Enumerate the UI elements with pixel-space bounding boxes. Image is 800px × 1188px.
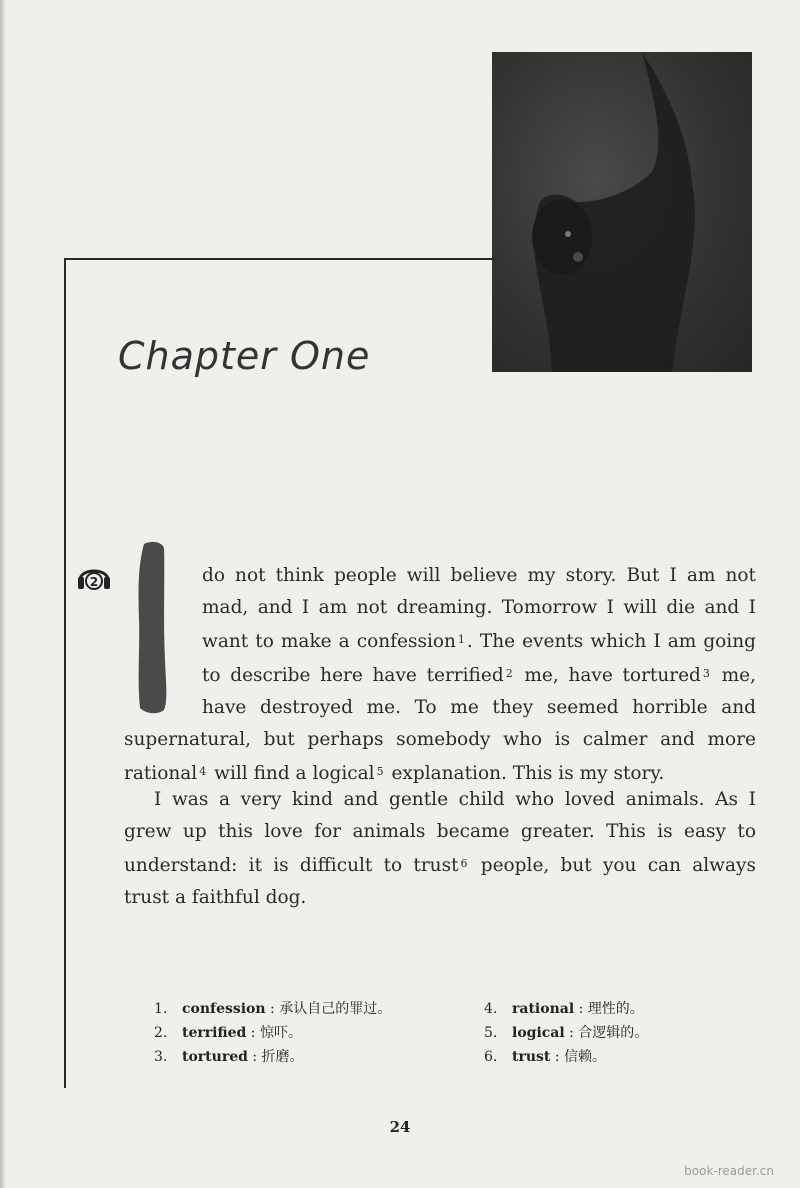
- text-line: mad, and I am not dreaming. Tomorrow I will die and I: [202, 597, 756, 618]
- footnote-mark: 5: [376, 765, 384, 778]
- text-fragment: me, have tortured: [514, 665, 701, 686]
- glossary-number: 1.: [154, 1001, 168, 1017]
- text-fragment: rational: [124, 763, 198, 784]
- footnote-mark: 2: [505, 667, 513, 680]
- cat-silhouette-icon: [492, 52, 752, 372]
- paragraph-1: [124, 560, 756, 790]
- glossary-definition: : 信赖。: [550, 1049, 606, 1065]
- watermark: book-reader.cn: [684, 1164, 774, 1178]
- glossary-number: 5.: [484, 1025, 498, 1041]
- text-line: I was a very kind and gentle child who loved animals. As I: [154, 789, 756, 810]
- headphones-track-icon: [76, 560, 112, 592]
- glossary-item: [484, 1020, 648, 1046]
- black-cat-photo: [492, 52, 752, 372]
- text-fragment: will find a logical: [208, 763, 375, 784]
- chapter-title: Chapter One: [118, 334, 371, 378]
- text-fragment: want to make a confession: [202, 631, 456, 652]
- glossary-definition: : 理性的。: [574, 1001, 644, 1017]
- glossary-item: [154, 1044, 304, 1070]
- text-fragment: to describe here have terrified: [202, 665, 504, 686]
- glossary-item: [484, 996, 644, 1022]
- text-fragment: me,: [711, 665, 756, 686]
- glossary-number: 6.: [484, 1049, 498, 1065]
- glossary-number: 4.: [484, 1001, 498, 1017]
- glossary-term: rational: [512, 1001, 575, 1017]
- frame-top-rule: [64, 258, 494, 260]
- glossary-definition: : 承认自己的罪过。: [265, 1001, 392, 1017]
- footnote-mark: 4: [199, 765, 207, 778]
- glossary-item: [484, 1044, 606, 1070]
- glossary-definition: : 合逻辑的。: [564, 1025, 649, 1041]
- text-line: have destroyed me. To me they seemed horrible and: [202, 697, 756, 718]
- text-line: supernatural, but perhaps somebody who is calmer and more: [124, 729, 756, 750]
- text-fragment: explanation. This is my story.: [385, 763, 665, 784]
- paragraph-2: [124, 784, 756, 914]
- glossary-term: logical: [512, 1025, 565, 1041]
- footnote-mark: 3: [702, 667, 710, 680]
- text-line: [124, 658, 756, 692]
- text-line: [124, 624, 756, 658]
- glossary-term: confession: [182, 1001, 266, 1017]
- glossary-term: terrified: [182, 1025, 247, 1041]
- text-line: [124, 848, 756, 882]
- page-number: 24: [389, 1118, 411, 1136]
- glossary-number: 3.: [154, 1049, 168, 1065]
- text-fragment: . The events which I am going: [466, 631, 756, 652]
- glossary-term: tortured: [182, 1049, 248, 1065]
- footnote-mark: 6: [460, 857, 468, 870]
- glossary-item: [154, 996, 391, 1022]
- footnote-mark: 1: [457, 633, 465, 646]
- audio-track-number: 2: [89, 575, 99, 589]
- text-fragment: understand: it is difficult to trust: [124, 855, 459, 876]
- glossary-definition: : 折磨。: [247, 1049, 304, 1065]
- frame-left-rule: [64, 258, 66, 1088]
- text-fragment: people, but you can always: [469, 855, 756, 876]
- page-spine-shadow: [0, 0, 6, 1188]
- text-line: grew up this love for animals became greater. This is easy to: [124, 821, 756, 842]
- glossary-definition: : 惊吓。: [246, 1025, 302, 1041]
- text-line: do not think people will believe my story. But I am not: [202, 565, 756, 586]
- glossary-term: trust: [512, 1049, 551, 1065]
- text-line: trust a faithful dog.: [124, 887, 307, 908]
- glossary-number: 2.: [154, 1025, 168, 1041]
- glossary-item: [154, 1020, 302, 1046]
